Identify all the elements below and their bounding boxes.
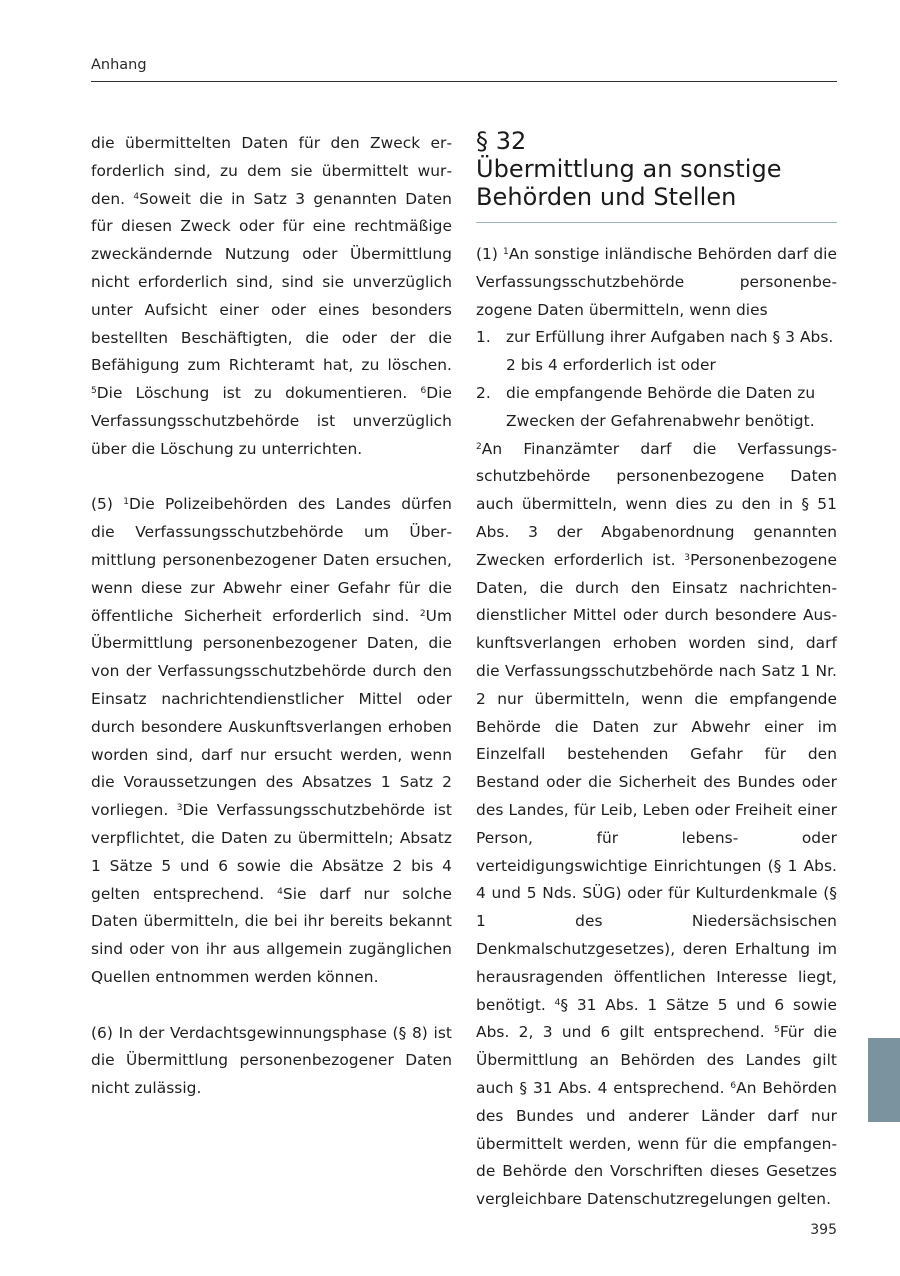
section-rule [476, 222, 837, 223]
sentence-number: 2 [476, 441, 482, 452]
sentence-number: 3 [176, 803, 183, 814]
enumerated-list [476, 324, 837, 435]
sentence-number: 6 [730, 1080, 737, 1091]
list-item [476, 380, 837, 436]
paragraph-5 [91, 491, 452, 991]
sentence-number: 2 [419, 608, 426, 619]
chapter-tab [868, 1038, 900, 1122]
text-run: Um Übermittlung personenbezogener Daten, die von der Verfassungsschutzbehörde durch den Einsatz nachrichtendienstlicher Mittel oder durch besondere Auskunftsverlangen erhoben worden sind, darf nur ersucht werden, wenn die Voraussetzungen des Absatzes 1 Satz 2 vorliegen. [91, 606, 452, 820]
text-run: An Behörden des Bundes und anderer Länder darf nur übermittelt werden, wenn für die empfangende Behörde den Vorschriften dieses Gesetzes vergleichbare Datenschutzregelungen gelten. [476, 1078, 837, 1209]
sentence-number: 1 [503, 247, 509, 257]
section-number: § 32 [476, 127, 527, 155]
list-number: 2. [476, 383, 491, 402]
header-rule [91, 81, 837, 82]
paragraph-6: (6) In der Verdachtsgewinnungsphase (§ 8) ist die Übermittlung personenbezogener Daten nicht zulässig. [91, 1023, 452, 1098]
text-run: Personenbezogene Daten, die durch den Einsatz nachrichtendienstlicher Mittel oder durch besondere Auskunftsverlangen erhoben worden sind, darf die Verfassungsschutzbehörde nach Satz 1 Nr. 2 nur übermitteln, wenn die empfangende Behörde die Daten zur Abwehr einer im Einzelfall bestehenden Gefahr für den Bestand oder die Sicherheit des Bundes oder des Landes, für Leib, Leben oder Freiheit einer Person, für lebens- oder verteidigungswichtige Einrichtungen (§ 1 Abs. 4 und 5 Nds. SÜG) oder für Kulturdenkmale (§ 1 des Niedersächsischen Denkmalschutzgesetzes), deren Erhaltung im herausragenden öffentlichen Interesse liegt, benötigt. [476, 550, 837, 1014]
text-run: Die Löschung ist zu dokumentieren. [96, 384, 421, 403]
sentence-number: 4 [133, 191, 140, 202]
sentence-number: 4 [277, 886, 283, 897]
sentence-number: 4 [554, 997, 561, 1008]
text-run: Soweit die in Satz 3 genannten Daten für diesen Zweck oder für eine rechtmäßige zweckändernde Nutzung oder Übermittlung nicht erforderlich sind, sind sie unverzüglich unter Aufsicht einer oder eines besonders bestellten Beschäftigten, die oder der die Befähigung zum Richteramt hat, zu löschen. [91, 189, 452, 375]
continuation-paragraph [91, 130, 452, 464]
list-item [476, 324, 837, 380]
page-number: 395 [810, 1222, 837, 1238]
list-number: 1. [476, 328, 491, 347]
paragraph-label: (5) [91, 495, 124, 514]
text-run: § 31 Abs. 1 Sätze 5 und 6 sowie Abs. 2, 3 und 6 gilt entsprechend. [476, 995, 837, 1042]
running-header: Anhang [91, 57, 147, 73]
text-run: Sie darf nur solche Daten übermitteln, die bei ihr bereits bekannt sind oder von ihr aus allgemein zugänglichen Quellen entnommen werden können. [91, 884, 452, 986]
text-run: An sonstige inländische Behörden darf die Verfassungsschutzbehörde personenbezogene Daten übermitteln, wenn dies [476, 245, 837, 319]
left-column [91, 130, 452, 1103]
right-column [476, 127, 837, 1214]
text-run: An Finanzämter darf die Verfassungsschutzbehörde personenbezogene Daten auch übermitteln, wenn dies zu den in § 51 Abs. 3 der Abgabenordnung genannten Zwecken erforderlich ist. [476, 439, 837, 569]
section-title [476, 155, 837, 211]
paragraph-1-continued [476, 436, 837, 1214]
section-title-line: Behörden und Stellen [476, 183, 737, 211]
text-run: Für die Übermittlung an Behörden des Landes gilt auch § 31 Abs. 4 entsprechend. [476, 1023, 837, 1097]
text-run: Die Verfassungsschutzbehörde ist unverzüglich über die Löschung zu unterrichten. [91, 384, 452, 458]
sentence-number: 5 [774, 1025, 780, 1036]
section-title-line: Übermittlung an sonstige [476, 155, 782, 183]
sentence-number: 3 [684, 552, 691, 563]
sentence-number: 5 [91, 386, 97, 397]
text-run: Die Verfassungsschutzbehörde ist verpflichtet, die Daten zu übermitteln; Absatz 1 Sätze 5 und 6 sowie die Absätze 2 bis 4 gelten entsprechend. [91, 801, 452, 903]
paragraph-label: (1) [476, 245, 504, 263]
text-run: die übermittelten Daten für den Zweck erforderlich sind, zu dem sie übermittelt wurden. [91, 134, 452, 208]
list-text: die empfangende Behörde die Daten zu Zwecken der Gefahrenabwehr benötigt. [506, 383, 816, 430]
text-run: Die Polizeibehörden des Landes dürfen die Verfassungsschutzbehörde um Übermittlung personenbezogener Daten ersuchen, wenn diese zur Abwehr einer Gefahr für die öffentliche Sicherheit erforderlich sind. [91, 495, 452, 625]
sentence-number: 1 [123, 497, 129, 508]
paragraph-1 [476, 241, 837, 324]
sentence-number: 6 [420, 386, 427, 397]
list-text: zur Erfüllung ihrer Aufgaben nach § 3 Abs. 2 bis 4 erforderlich ist oder [506, 328, 834, 375]
